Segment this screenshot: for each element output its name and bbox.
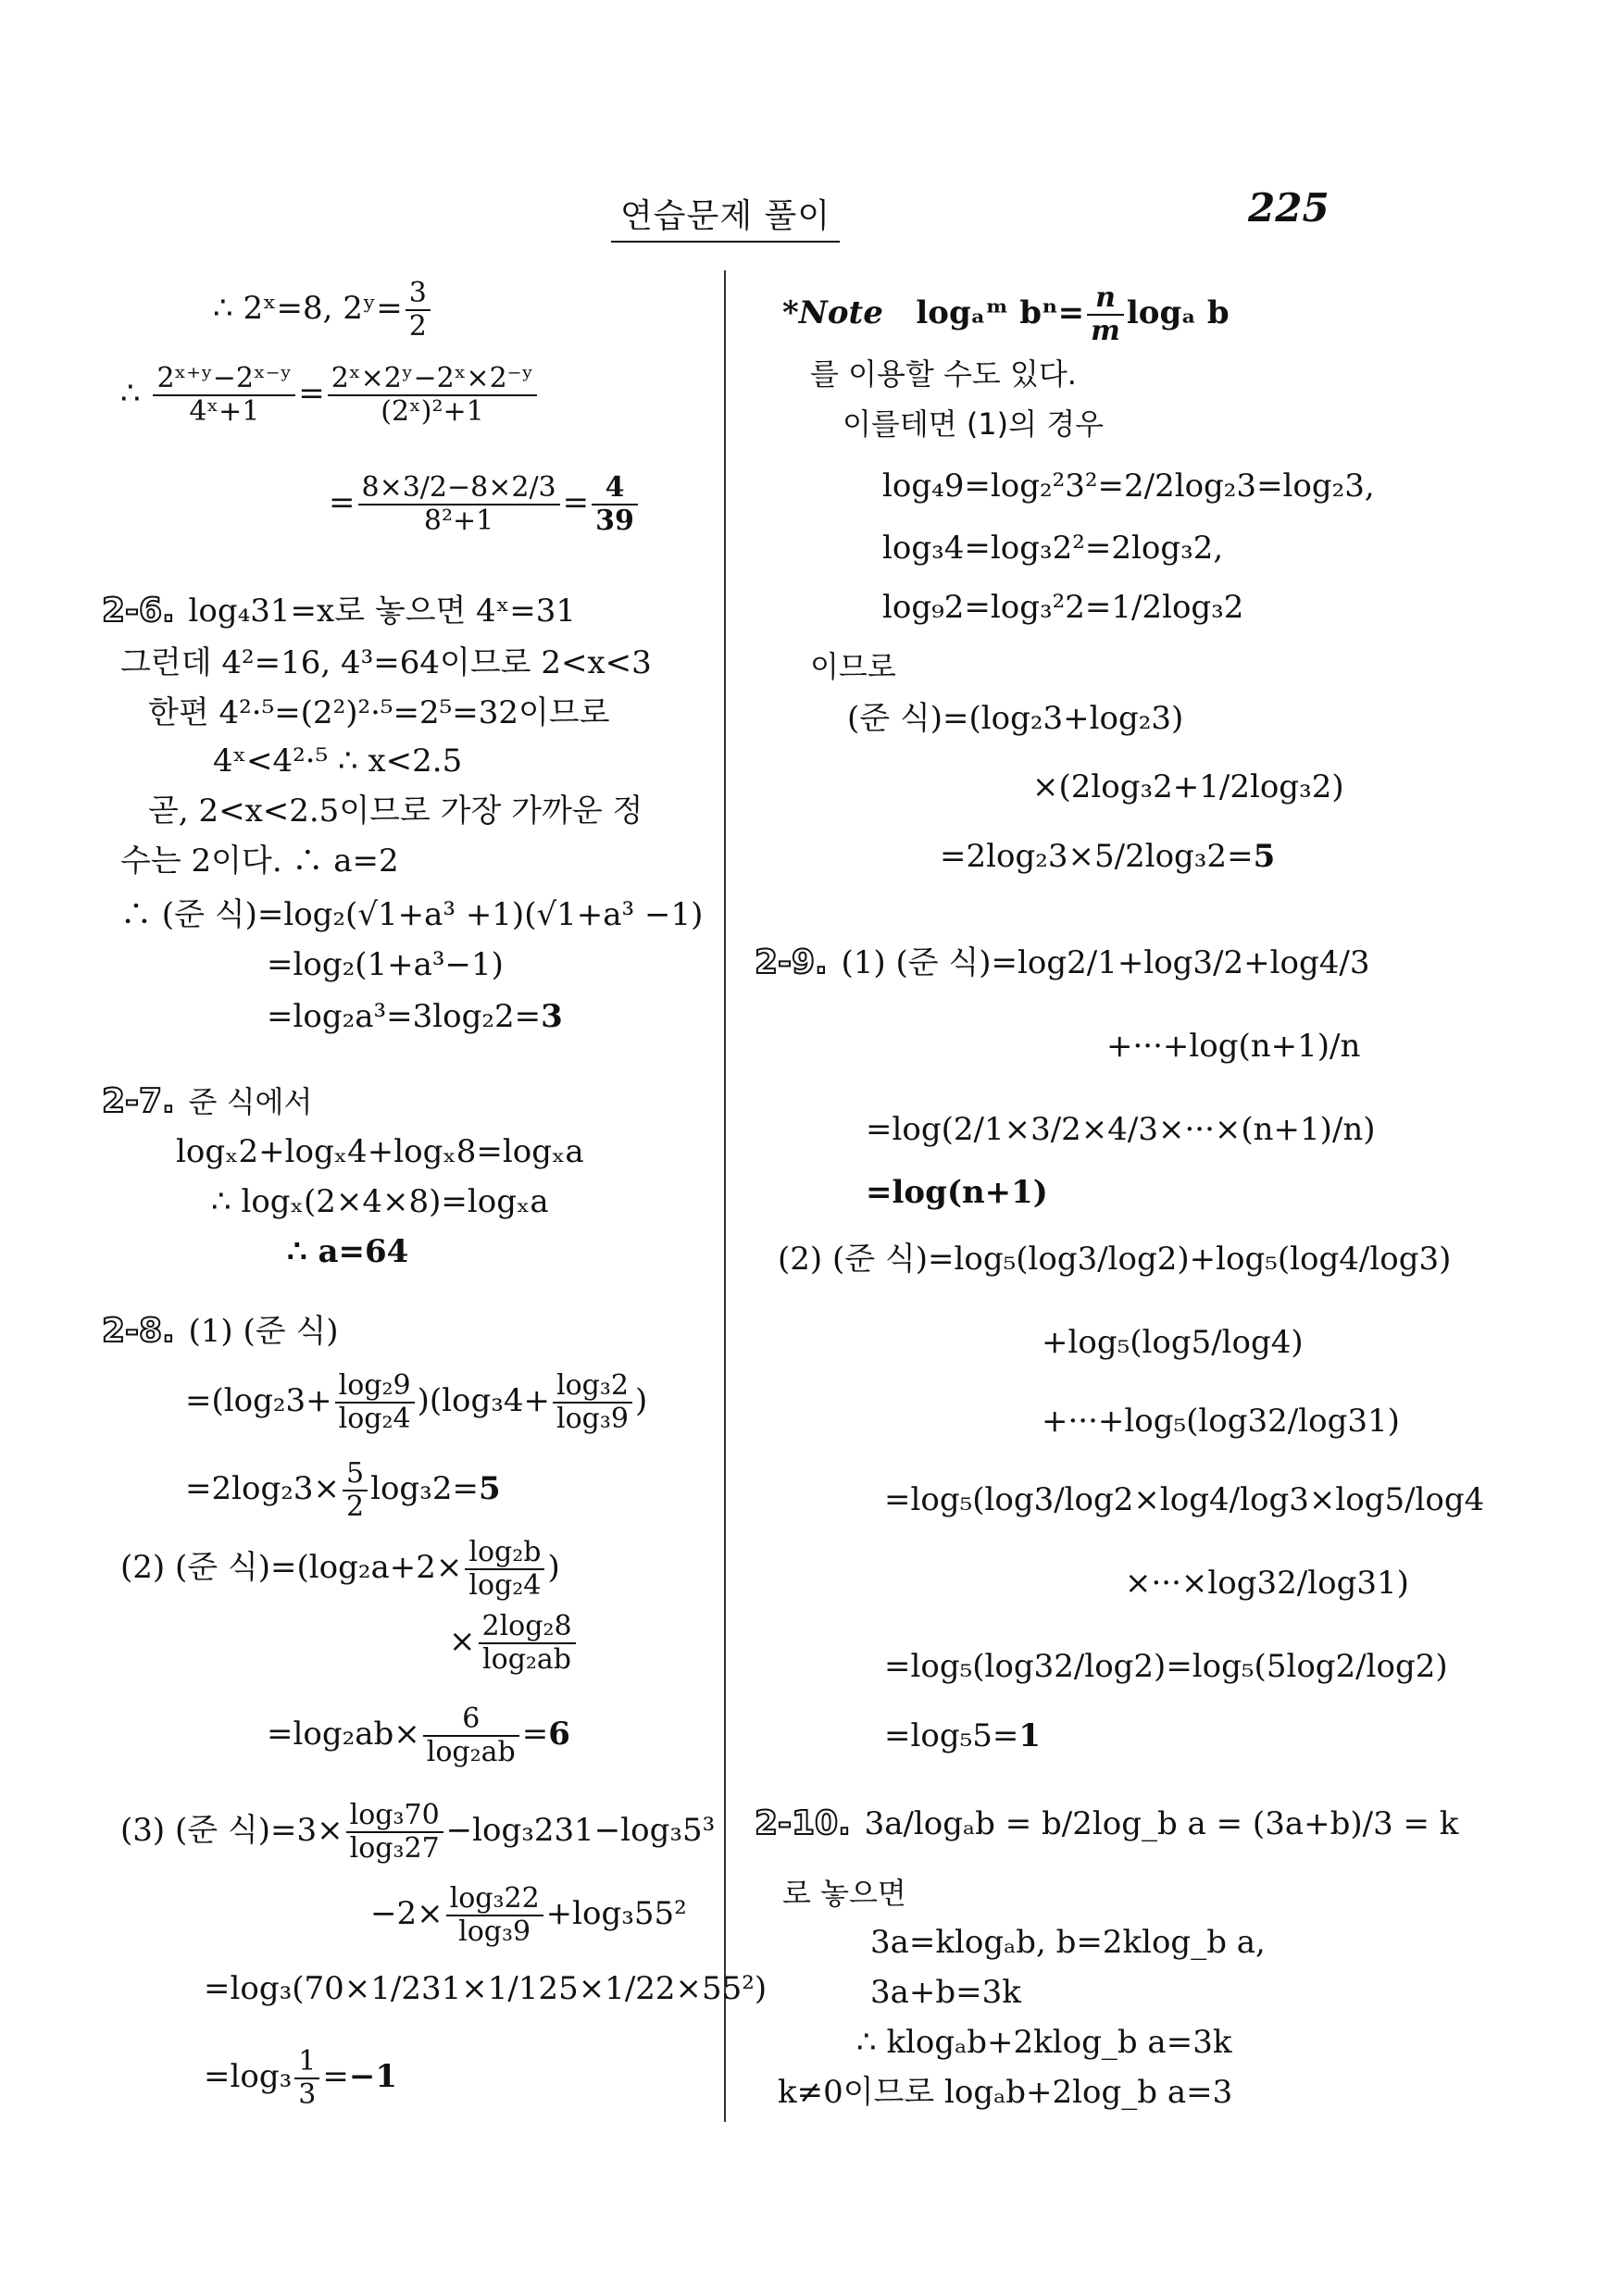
solution-line: [120, 896, 703, 933]
answer: 1: [1018, 1717, 1042, 1754]
solution-line: [856, 2024, 1231, 2061]
answer-fraction: $\frac{4}{39}$: [592, 472, 638, 537]
solution-line: [866, 1111, 1376, 1148]
math-text: (1) (준 식): [188, 1313, 339, 1350]
math-text: =log₃: [204, 2058, 293, 2095]
math-text: =: [322, 2058, 349, 2095]
solution-line: [1032, 768, 1344, 805]
solution-line: [810, 356, 1077, 393]
problem-number: 2-6.: [102, 592, 175, 630]
solution-line: [1125, 1565, 1409, 1602]
math-text: ): [634, 1382, 648, 1419]
solution-line: [940, 838, 1275, 875]
problem-number: 2-7.: [102, 1082, 175, 1120]
math-text: (2) (준 식)=log₅(log3/log2)+log₅(log4/log3): [778, 1241, 1452, 1278]
fraction: $\frac{3}{2}$: [406, 278, 431, 343]
solution-line: [884, 1648, 1448, 1685]
solution-line: [185, 1370, 647, 1435]
solution-line: [870, 1974, 1021, 2011]
math-text: ∴ 2ˣ=8, 2ʸ=: [213, 290, 403, 327]
solution-line: [204, 2046, 397, 2111]
math-text: (1) (준 식)=log2/1+log3/2+log4/3: [841, 944, 1370, 981]
math-text: =2log₂3×5/2log₃2=: [940, 838, 1254, 875]
math-text: ∴ logₓ(2×4×8)=logₓa: [211, 1183, 549, 1220]
fraction: $\frac{6}{\text{log₂ab}}$: [423, 1703, 519, 1768]
solution-line: [882, 589, 1243, 626]
fraction: $\frac{\text{2ˣ⁺ʸ−2ˣ⁻ʸ}}{\text{4ˣ+1}}$: [153, 363, 295, 428]
text: 를 이용할 수도 있다.: [810, 356, 1077, 392]
answer: 6: [548, 1716, 570, 1753]
solution-line: [843, 406, 1104, 443]
fraction: $\frac{\text{log₃70}}{\text{log₃27}}$: [346, 1800, 443, 1865]
solution-line: [782, 1875, 906, 1912]
math-text: ∴ klogₐb+2klog_b a=3k: [856, 2024, 1232, 2061]
problem-2-6-line: [102, 593, 576, 630]
solution-line: [148, 694, 610, 731]
solution-line: [185, 1458, 501, 1523]
math-text: +···+log₅(log32/log31): [1042, 1403, 1400, 1440]
solution-line: [148, 792, 643, 830]
solution-line: [1042, 1324, 1304, 1361]
problem-number: 2-10.: [755, 1804, 851, 1842]
math-text: 4ˣ<4²·⁵ ∴ x<2.5: [213, 742, 463, 780]
answer: 5: [1253, 838, 1276, 875]
problem-2-8-line: [102, 1313, 339, 1350]
text: 이를테면 (1)의 경우: [843, 406, 1105, 442]
solution-line: = $\frac{8\times 3/2-8\times 2/3}{\text{8²+1}}$ = $\frac{4}{39}$: [329, 472, 641, 537]
solution-line: [213, 278, 433, 343]
fraction: $\frac{\text{log₂9}}{\text{log₂4}}$: [335, 1370, 415, 1435]
fraction: $\frac{\text{log₂b}}{\text{log₂4}}$: [465, 1537, 544, 1602]
math-text: =log(2/1×3/2×4/3×···×(n+1)/n): [866, 1111, 1376, 1148]
problem-number: 2-9.: [755, 943, 828, 981]
solution-line: [1106, 1028, 1360, 1065]
math-text: =log₅5=: [884, 1717, 1019, 1754]
math-text: =log₂ab×: [267, 1716, 420, 1753]
math-text: logₓ2+logₓ4+logₓ8=logₓa: [176, 1133, 584, 1170]
fraction: $\frac{\text{log₃22}}{\text{log₃9}}$: [446, 1883, 543, 1948]
solution-line: [267, 998, 563, 1035]
math-text: ): [547, 1549, 560, 1586]
math-text: =log₂a³=3log₂2=: [267, 998, 542, 1035]
answer: 5: [478, 1470, 501, 1507]
solution-line: [449, 1611, 579, 1676]
math-text: )(log₃4+: [417, 1382, 550, 1419]
solution-line: [120, 1800, 715, 1865]
math-text: +log₃55²: [545, 1895, 687, 1932]
solution-line: [267, 946, 504, 983]
math-text: log₃2=: [370, 1470, 479, 1507]
math-text: log₉2=log₃²2=1/2log₃2: [882, 589, 1244, 626]
math-text: ∴ (준 식)=log₂(√1+a³ +1)(√1+a³ −1): [120, 896, 704, 933]
note-line: [782, 282, 1230, 347]
math-text: (2) (준 식)=(log₂a+2×: [120, 1549, 463, 1586]
fraction: $\frac{8\times 3/2-8\times 2/3}{\text{8²+1}}$: [358, 472, 560, 537]
math-text: log₄9=log₂²3²=2/2log₂3=log₂3,: [882, 468, 1375, 505]
solution-line: [810, 648, 896, 685]
math-text: =log₅(log3/log2×log4/log3×log5/log4: [884, 1481, 1485, 1518]
text: 이므로: [810, 649, 896, 684]
solution-line: ∴ $\frac{\text{2ˣ⁺ʸ−2ˣ⁻ʸ}}{\text{4ˣ+1}}$ = $\frac{\text{2ˣ×2ʸ−2ˣ×2⁻ʸ}}{\text{(2ˣ)²+1}}$: [120, 363, 540, 428]
fraction: $\frac{\text{2log₂8}}{\text{log₂ab}}$: [479, 1611, 576, 1676]
math-text: +log₅(log5/log4): [1042, 1324, 1304, 1361]
text: 로 놓으면: [782, 1876, 906, 1911]
solution-line: [778, 2074, 1232, 2111]
solution-line: [204, 1970, 767, 2007]
math-text: logₐ b: [1126, 294, 1230, 331]
math-text: k≠0이므로 logₐb+2log_b a=3: [778, 2074, 1233, 2111]
solution-line: [1042, 1403, 1400, 1440]
math-text: −2×: [370, 1895, 443, 1932]
math-text: =: [521, 1716, 549, 1753]
math-text: =log₂(1+a³−1): [267, 946, 504, 983]
answer-line: [866, 1174, 1048, 1211]
math-text: 곧, 2<x<2.5이므로 가장 가까운 정: [148, 792, 643, 830]
solution-line: [847, 700, 1183, 737]
solution-line: [267, 1703, 570, 1768]
column-divider: [724, 270, 726, 2122]
math-text: 3a+b=3k: [870, 1974, 1021, 2011]
math-text: (3) (준 식)=3×: [120, 1812, 343, 1849]
math-text: 준 식에서: [188, 1084, 313, 1119]
solution-line: [213, 742, 462, 780]
solution-line: [882, 530, 1223, 567]
problem-2-7-line: [102, 1083, 312, 1120]
solution-line: [370, 1883, 687, 1948]
math-text: =log₃(70×1/231×1/125×1/22×55²): [204, 1970, 768, 2007]
math-text: 3a=klogₐb, b=2klog_b a,: [870, 1924, 1266, 1961]
math-text: =log₅(log32/log2)=log₅(5log2/log2): [884, 1648, 1448, 1685]
solution-line: [778, 1241, 1451, 1278]
fraction: $\frac{5}{2}$: [343, 1458, 368, 1523]
answer: −1: [348, 2058, 397, 2095]
fraction: $\frac{\text{2ˣ×2ʸ−2ˣ×2⁻ʸ}}{\text{(2ˣ)²+1}}$: [328, 363, 537, 428]
solution-line: [176, 1133, 584, 1170]
math-text: 수는 2이다. ∴ a=2: [120, 842, 399, 880]
solution-line: [120, 842, 399, 880]
page-number: 225: [1248, 185, 1330, 231]
fraction: $\frac{n}{m}$: [1087, 282, 1124, 347]
solution-line: [882, 468, 1375, 505]
page-title: 연습문제 풀이: [611, 190, 840, 243]
solution-line: [211, 1183, 549, 1220]
problem-2-9-line: [755, 944, 1369, 981]
therefore-symbol: ∴: [120, 375, 141, 412]
problem-number: 2-8.: [102, 1312, 175, 1350]
math-text: −log₃231−log₃5³: [445, 1812, 716, 1849]
answer: 3: [541, 998, 563, 1035]
math-text: =2log₂3×: [185, 1470, 340, 1507]
math-text: +···+log(n+1)/n: [1106, 1028, 1361, 1065]
solution-line: [120, 644, 652, 681]
math-text: logₐᵐ bⁿ=: [916, 294, 1085, 331]
math-text: log₄31=x로 놓으면 4ˣ=31: [188, 593, 576, 630]
math-text: ×(2log₃2+1/2log₃2): [1032, 768, 1344, 805]
math-text: =(log₂3+: [185, 1382, 332, 1419]
answer: ∴ a=64: [287, 1233, 409, 1270]
solution-line: [870, 1924, 1266, 1961]
math-text: log₃4=log₃2²=2log₃2,: [882, 530, 1224, 567]
answer-line: [287, 1233, 408, 1270]
fraction: $\frac{\text{log₃2}}{\text{log₃9}}$: [553, 1370, 632, 1435]
math-text: 한편 4²·⁵=(2²)²·⁵=2⁵=32이므로: [148, 694, 610, 731]
solution-line: [884, 1717, 1041, 1754]
solution-line: [884, 1481, 1484, 1518]
note-label: *Note: [782, 294, 883, 331]
math-text: 3a/logₐb = b/2log_b a = (3a+b)/3 = k: [864, 1805, 1459, 1842]
math-text: (준 식)=(log₂3+log₂3): [847, 700, 1184, 737]
answer: =log(n+1): [866, 1174, 1048, 1211]
math-text: ×: [449, 1623, 476, 1660]
fraction: $\frac{1}{3}$: [294, 2046, 319, 2111]
math-text: ×···×log32/log31): [1125, 1565, 1409, 1602]
solution-line: [120, 1537, 560, 1602]
math-text: 그런데 4²=16, 4³=64이므로 2<x<3: [120, 644, 652, 681]
problem-2-10-line: [755, 1805, 1458, 1842]
